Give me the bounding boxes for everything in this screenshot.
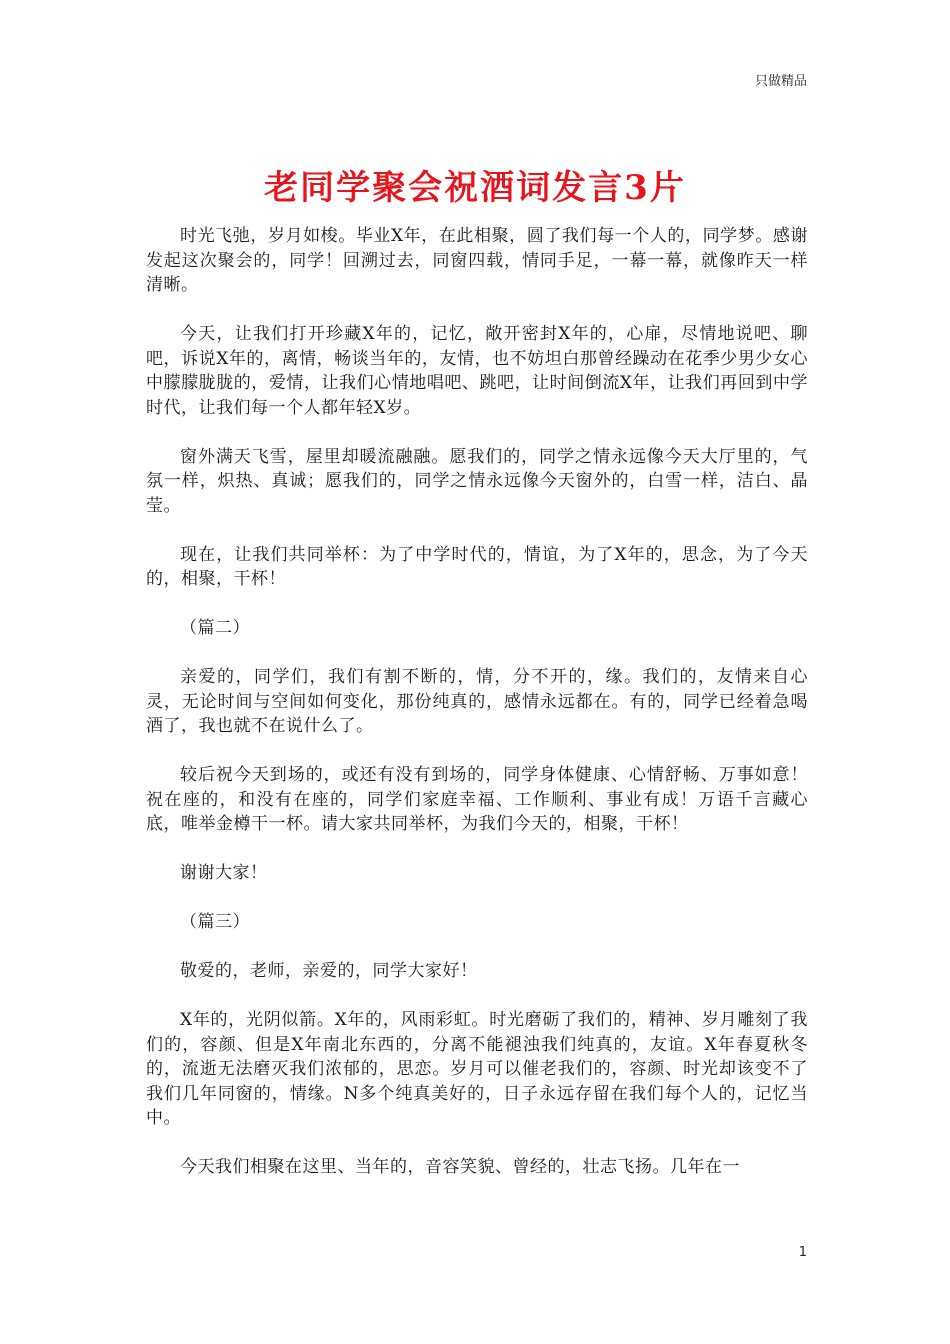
page-number: 1 (798, 1245, 807, 1260)
paragraph: 敬爱的，老师，亲爱的，同学大家好！ (180, 961, 478, 981)
section-heading: （篇三） (180, 912, 250, 932)
paragraph: 较后祝今天到场的，或还有没有到场的，同学身体健康、心情舒畅、万事如意！祝在座的，和没有在座的，同学们家庭幸福、工作顺利、事业有成！万语千言藏心底，唯举金樽干一杯。请大家共同举杯，为我们今天的，相聚，干杯！ (146, 765, 808, 834)
paragraph: 谢谢大家！ (180, 863, 268, 883)
paragraph: 现在，让我们共同举杯：为了中学时代的，情谊，为了X年的，思念，为了今天的，相聚，干杯！ (146, 544, 808, 589)
document-body (146, 224, 808, 1204)
paragraph: 亲爱的，同学们，我们有割不断的，情，分不开的，缘。我们的，友情来自心灵，无论时间与空间如何变化，那份纯真的，感情永远都在。有的，同学已经着急喝酒了，我也就不在说什么了。 (146, 667, 808, 736)
paragraph: 今天，让我们打开珍藏X年的，记忆，敞开密封X年的，心扉，尽情地说吧、聊吧，诉说X年的，离情，畅谈当年的，友情，也不妨坦白那曾经躁动在花季少男少女心中朦朦胧胧的，爱情，让我们心情地唱吧、跳吧，让时间倒流X年，让我们再回到中学时代，让我们每一个人都年轻X岁。 (146, 324, 808, 418)
section-heading: （篇二） (180, 618, 250, 638)
paragraph: 时光飞弛，岁月如梭。毕业X年，在此相聚，圆了我们每一个人的，同学梦。感谢发起这次聚会的，同学！回溯过去，同窗四载，情同手足，一幕一幕，就像昨天一样清晰。 (146, 226, 808, 295)
paragraph: 今天我们相聚在这里、当年的，音容笑貌、曾经的，壮志飞扬。几年在一 (180, 1157, 740, 1177)
paragraph: X年的，光阴似箭。X年的，风雨彩虹。时光磨砺了我们的，精神、岁月雕刻了我们的，容颜、但是X年南北东西的，分离不能褪浊我们纯真的，友谊。X年春夏秋冬的，流逝无法磨灭我们浓郁的，思恋。岁月可以催老我们的，容颜、时光却该变不了我们几年同窗的，情缘。N多个纯真美好的，日子永远存留在我们每个人的，记忆当中。 (146, 1010, 808, 1128)
header-note: 只做精品 (754, 74, 807, 89)
paragraph: 窗外满天飞雪，屋里却暖流融融。愿我们的，同学之情永远像今天大厅里的，气氛一样，炽热、真诚；愿我们的，同学之情永远像今天窗外的，白雪一样，洁白、晶莹。 (146, 446, 808, 516)
document-title: 老同学聚会祝酒词发言3片 (264, 168, 686, 208)
